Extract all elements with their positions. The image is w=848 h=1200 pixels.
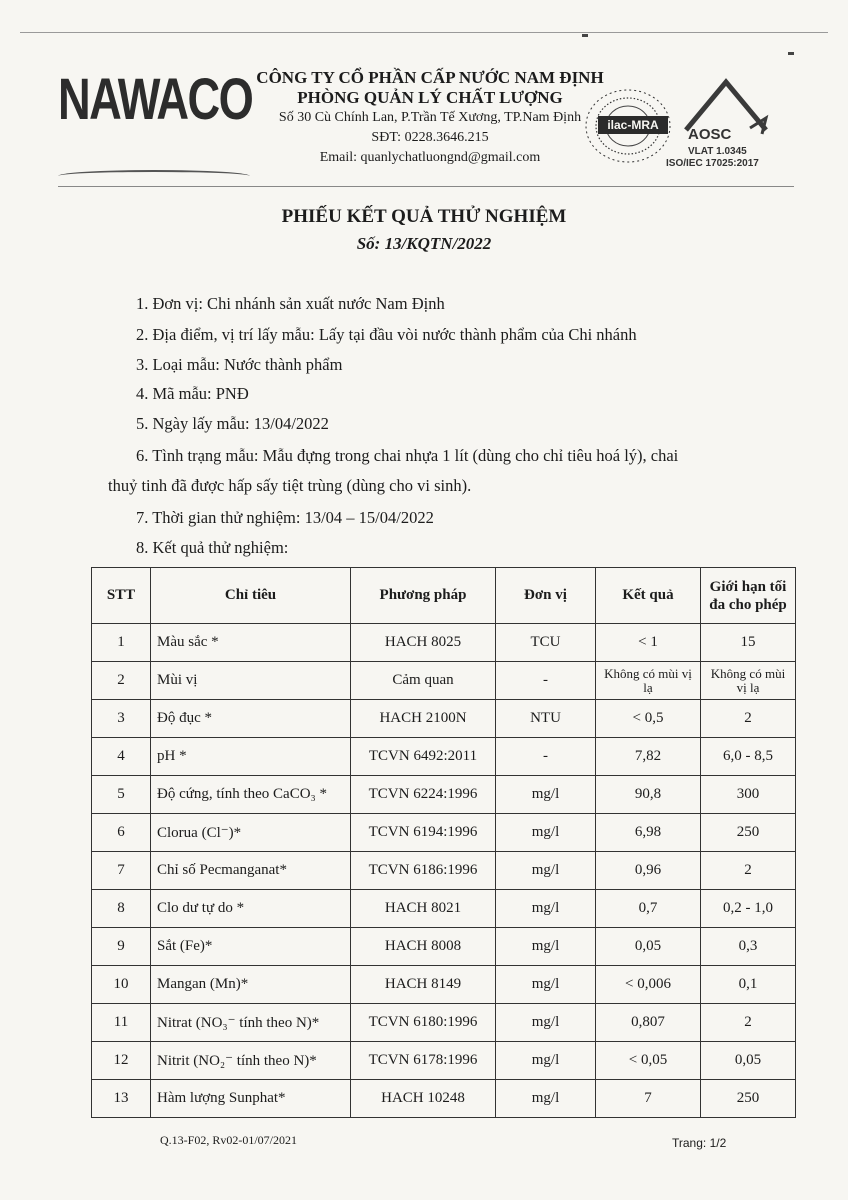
aosc-vlat: VLAT 1.0345 xyxy=(688,146,747,157)
cell-limit: 2 xyxy=(701,852,796,890)
cell-result: 0,96 xyxy=(596,852,701,890)
cell-result: < 1 xyxy=(596,624,701,662)
header-method: Phương pháp xyxy=(351,568,496,624)
cell-method: TCVN 6180:1996 xyxy=(351,1004,496,1042)
cell-method: HACH 8021 xyxy=(351,890,496,928)
cell-result: 0,807 xyxy=(596,1004,701,1042)
cell-indicator: Chỉ số Pecmanganat* xyxy=(151,852,351,890)
cell-stt: 11 xyxy=(92,1004,151,1042)
cell-stt: 2 xyxy=(92,662,151,700)
table-row xyxy=(92,1080,796,1118)
cell-unit: mg/l xyxy=(496,928,596,966)
info-results-heading: 8. Kết quả thử nghiệm: xyxy=(136,538,289,557)
cell-unit: mg/l xyxy=(496,1004,596,1042)
header-stt: STT xyxy=(92,568,151,624)
cell-method: TCVN 6194:1996 xyxy=(351,814,496,852)
cell-unit: mg/l xyxy=(496,890,596,928)
cell-result: 6,98 xyxy=(596,814,701,852)
cell-result: Không có mùi vị lạ xyxy=(596,662,701,700)
table-header-row xyxy=(92,568,796,624)
page-number: Trang: 1/2 xyxy=(672,1136,727,1150)
info-sample-date: 5. Ngày lấy mẫu: 13/04/2022 xyxy=(136,414,329,433)
cell-limit: Không có mùi vị lạ xyxy=(701,662,796,700)
cell-indicator: Clo dư tự do * xyxy=(151,890,351,928)
cell-unit: NTU xyxy=(496,700,596,738)
cell-unit: mg/l xyxy=(496,1080,596,1118)
table-row xyxy=(92,852,796,890)
aosc-name: AOSC xyxy=(688,126,732,143)
table-row xyxy=(92,776,796,814)
cell-stt: 7 xyxy=(92,852,151,890)
cell-stt: 6 xyxy=(92,814,151,852)
cell-result: 0,7 xyxy=(596,890,701,928)
cell-result: 0,05 xyxy=(596,928,701,966)
cell-result: < 0,5 xyxy=(596,700,701,738)
cell-stt: 10 xyxy=(92,966,151,1004)
cell-stt: 3 xyxy=(92,700,151,738)
info-sample-type: 3. Loại mẫu: Nước thành phẩm xyxy=(136,355,343,374)
cell-indicator: pH * xyxy=(151,738,351,776)
cell-stt: 4 xyxy=(92,738,151,776)
cell-method: TCVN 6178:1996 xyxy=(351,1042,496,1080)
cell-limit: 15 xyxy=(701,624,796,662)
cell-unit: TCU xyxy=(496,624,596,662)
table-row xyxy=(92,928,796,966)
cell-limit: 2 xyxy=(701,1004,796,1042)
cell-unit: - xyxy=(496,662,596,700)
cell-indicator: Mùi vị xyxy=(151,662,351,700)
company-info xyxy=(240,68,620,168)
cell-result: < 0,05 xyxy=(596,1042,701,1080)
cell-method: TCVN 6224:1996 xyxy=(351,776,496,814)
cell-limit: 250 xyxy=(701,1080,796,1118)
company-name: CÔNG TY CỔ PHẦN CẤP NƯỚC NAM ĐỊNH xyxy=(256,68,604,87)
table-row xyxy=(92,624,796,662)
cell-limit: 0,05 xyxy=(701,1042,796,1080)
cell-limit: 6,0 - 8,5 xyxy=(701,738,796,776)
company-logo xyxy=(58,66,253,184)
cell-limit: 300 xyxy=(701,776,796,814)
cell-unit: mg/l xyxy=(496,776,596,814)
cell-limit: 0,1 xyxy=(701,966,796,1004)
company-phone: SĐT: 0228.3646.215 xyxy=(371,130,489,145)
logo-swoosh xyxy=(58,170,250,182)
results-table xyxy=(91,567,796,1118)
info-sample-state-cont: thuỷ tinh đã được hấp sấy tiệt trùng (dùng cho vi sinh). xyxy=(108,476,472,495)
cell-stt: 1 xyxy=(92,624,151,662)
ilac-label: ilac-MRA xyxy=(598,116,668,134)
header-unit: Đơn vị xyxy=(496,568,596,624)
cell-indicator: Hàm lượng Sunphat* xyxy=(151,1080,351,1118)
cell-method: HACH 2100N xyxy=(351,700,496,738)
cell-stt: 8 xyxy=(92,890,151,928)
scan-mark xyxy=(788,52,794,55)
company-email: Email: quanlychatluongnd@gmail.com xyxy=(319,150,541,165)
cell-limit: 0,3 xyxy=(701,928,796,966)
info-test-time: 7. Thời gian thử nghiệm: 13/04 – 15/04/2022 xyxy=(136,508,434,527)
department-name: PHÒNG QUẢN LÝ CHẤT LƯỢNG xyxy=(297,88,563,107)
table-row xyxy=(92,1004,796,1042)
cell-stt: 9 xyxy=(92,928,151,966)
header-divider xyxy=(58,186,794,187)
table-row xyxy=(92,890,796,928)
cell-limit: 0,2 - 1,0 xyxy=(701,890,796,928)
cell-result: 7 xyxy=(596,1080,701,1118)
cell-method: TCVN 6492:2011 xyxy=(351,738,496,776)
cell-stt: 5 xyxy=(92,776,151,814)
cell-stt: 13 xyxy=(92,1080,151,1118)
cell-unit: mg/l xyxy=(496,966,596,1004)
cell-unit: mg/l xyxy=(496,1042,596,1080)
table-row xyxy=(92,738,796,776)
table-row xyxy=(92,1042,796,1080)
top-divider xyxy=(20,32,828,33)
header-indicator: Chỉ tiêu xyxy=(151,568,351,624)
table-row xyxy=(92,662,796,700)
aosc-iso: ISO/IEC 17025:2017 xyxy=(666,158,759,169)
table-row xyxy=(92,700,796,738)
cell-method: TCVN 6186:1996 xyxy=(351,852,496,890)
header-result: Kết quả xyxy=(596,568,701,624)
cell-unit: - xyxy=(496,738,596,776)
cell-method: HACH 8008 xyxy=(351,928,496,966)
document-number: Số: 13/KQTN/2022 xyxy=(356,234,492,253)
cell-method: HACH 8149 xyxy=(351,966,496,1004)
logo-text: NAWACO xyxy=(58,67,253,132)
results-body xyxy=(92,624,796,1118)
cell-result: < 0,006 xyxy=(596,966,701,1004)
cell-stt: 12 xyxy=(92,1042,151,1080)
info-sample-code: 4. Mã mẫu: PNĐ xyxy=(136,384,249,403)
cell-unit: mg/l xyxy=(496,852,596,890)
cell-indicator: Độ cứng, tính theo CaCO₃ * xyxy=(151,776,351,814)
cell-limit: 2 xyxy=(701,700,796,738)
form-code: Q.13-F02, Rv02-01/07/2021 xyxy=(160,1133,298,1147)
cell-indicator: Mangan (Mn)* xyxy=(151,966,351,1004)
cell-limit: 250 xyxy=(701,814,796,852)
cell-indicator: Nitrat (NO₃⁻ tính theo N)* xyxy=(151,1004,351,1042)
cell-result: 90,8 xyxy=(596,776,701,814)
cell-indicator: Sắt (Fe)* xyxy=(151,928,351,966)
cell-indicator: Màu sắc * xyxy=(151,624,351,662)
company-address: Số 30 Cù Chính Lan, P.Trần Tế Xương, TP.Nam Định xyxy=(278,110,582,125)
ilac-mra-logo xyxy=(580,86,676,172)
table-row xyxy=(92,966,796,1004)
aosc-logo xyxy=(666,78,786,178)
cell-indicator: Clorua (Cl⁻)* xyxy=(151,814,351,852)
cell-unit: mg/l xyxy=(496,814,596,852)
cell-result: 7,82 xyxy=(596,738,701,776)
header-limit: Giới hạn tối đa cho phép xyxy=(701,568,796,624)
document-title: PHIẾU KẾT QUẢ THỬ NGHIỆM xyxy=(281,206,567,227)
cell-method: HACH 10248 xyxy=(351,1080,496,1118)
info-location: 2. Địa điểm, vị trí lấy mẫu: Lấy tại đầu vòi nước thành phẩm của Chi nhánh xyxy=(136,325,637,344)
cell-method: HACH 8025 xyxy=(351,624,496,662)
table-row xyxy=(92,814,796,852)
info-unit: 1. Đơn vị: Chi nhánh sản xuất nước Nam Định xyxy=(136,294,445,313)
scan-mark xyxy=(582,34,588,37)
cell-method: Cảm quan xyxy=(351,662,496,700)
info-sample-state: 6. Tình trạng mẫu: Mẫu đựng trong chai nhựa 1 lít (dùng cho chỉ tiêu hoá lý), chai xyxy=(136,446,679,465)
cell-indicator: Nitrit (NO₂⁻ tính theo N)* xyxy=(151,1042,351,1080)
cell-indicator: Độ đục * xyxy=(151,700,351,738)
